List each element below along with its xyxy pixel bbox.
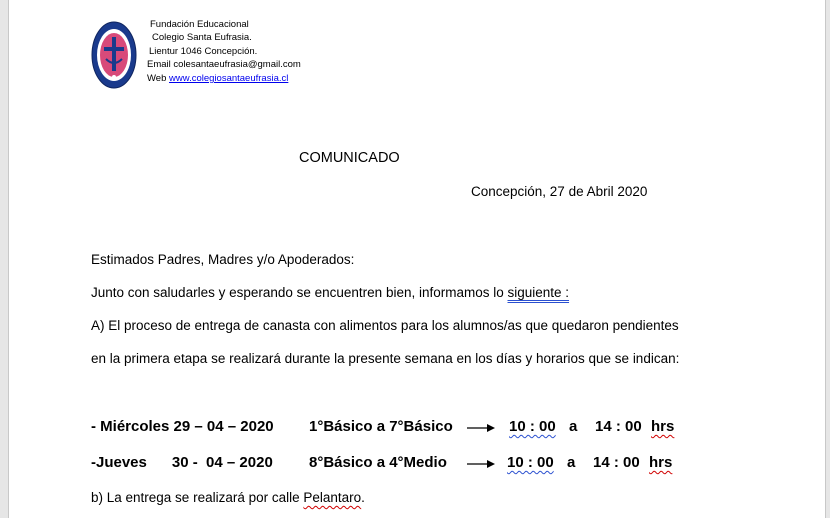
schedule-separator: a [569,418,578,435]
document-date: Concepción, 27 de Abril 2020 [471,184,648,199]
schedule-start-time: 10 : 00 [507,454,554,471]
schedule-unit: hrs [651,418,675,435]
header-web [147,72,288,85]
school-logo [91,21,137,89]
header-web-prefix: Web [147,73,170,84]
greeting: Estimados Padres, Madres y/o Apoderados: [91,252,355,267]
schedule-unit: hrs [649,454,673,471]
intro-paragraph [91,285,569,300]
document-page [8,0,826,518]
item-b [91,490,365,505]
header-foundation: Fundación Educacional [150,19,249,30]
schedule-row [91,454,811,474]
grammar-flag-siguiente: siguiente : [507,285,570,300]
arrow-right-icon [467,423,495,433]
schedule-end-time: 14 : 00 [595,418,642,435]
schedule-grades: 8°Básico a 4°Medio [309,454,447,471]
item-a-line-2: en la primera etapa se realizará durante la presente semana en los días y horarios que se indican: [91,351,680,366]
schedule-separator: a [567,454,576,471]
schedule-end-time: 14 : 00 [593,454,640,471]
arrow-right-icon [467,459,495,469]
schedule-day: - Miércoles 29 – 04 – 2020 [91,418,274,435]
schedule-row [91,418,811,438]
intro-text: Junto con saludarles y esperando se encuentren bien, informamos lo [91,285,508,300]
item-b-text: b) La entrega se realizará por calle [91,490,304,505]
schedule-grades: 1°Básico a 7°Básico [309,418,453,435]
header-email: Email colesantaeufrasia@gmail.com [147,59,301,70]
item-b-period: . [361,490,365,505]
item-a-line-1: A) El proceso de entrega de canasta con alimentos para los alumnos/as que quedaron pendientes [91,318,679,333]
header-address: Lientur 1046 Concepción. [149,46,258,57]
document-title: COMUNICADO [299,150,400,166]
header-school-name: Colegio Santa Eufrasia. [152,32,252,43]
schedule-start-time: 10 : 00 [509,418,556,435]
schedule-day: -Jueves 30 - 04 – 2020 [91,454,273,471]
spelling-flag-pelantaro: Pelantaro [303,490,362,505]
website-link[interactable]: www.colegiosantaeufrasia.cl [169,73,289,84]
